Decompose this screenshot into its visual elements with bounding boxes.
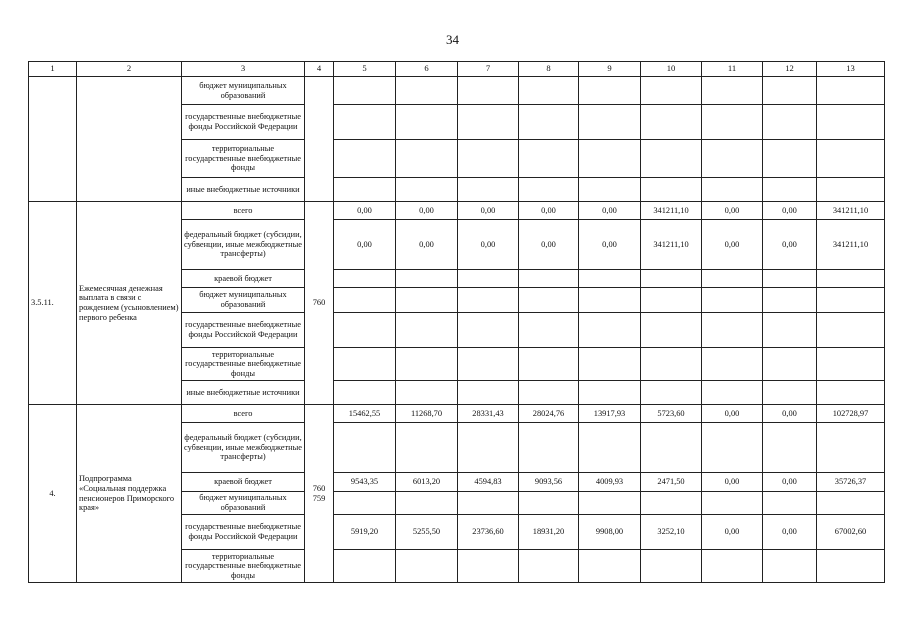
header-row (29, 62, 885, 77)
value-cell: 28331,43 (458, 405, 519, 423)
value-cell: 0,00 (763, 473, 817, 492)
header-cell: 9 (579, 62, 641, 77)
value-cell: 0,00 (458, 202, 519, 220)
value-cell: 35726,37 (817, 473, 885, 492)
value-cell: 23736,60 (458, 515, 519, 550)
header-cell: 4 (305, 62, 334, 77)
page-number: 34 (446, 32, 459, 47)
source-cell: иные внебюджетные источники (182, 381, 305, 405)
value-cell: 0,00 (334, 220, 396, 270)
header-cell: 2 (77, 62, 182, 77)
source-cell: иные внебюджетные источники (182, 178, 305, 202)
value-cell: 3252,10 (641, 515, 702, 550)
header-cell: 13 (817, 62, 885, 77)
source-cell: территориальные государственные внебюджетные фонды (182, 550, 305, 583)
source-cell: всего (182, 202, 305, 220)
table-row (29, 202, 885, 220)
budget-table (28, 61, 885, 583)
code-cell: 4. (29, 405, 77, 583)
code-cell (29, 77, 77, 202)
value-cell: 0,00 (702, 220, 763, 270)
value-cell: 0,00 (702, 202, 763, 220)
value-cell: 0,00 (702, 405, 763, 423)
value-cell: 15462,55 (334, 405, 396, 423)
value-cell: 11268,70 (396, 405, 458, 423)
value-cell: 0,00 (458, 220, 519, 270)
source-cell: федеральный бюджет (субсидии, субвенции, иные межбюджетные трансферты) (182, 423, 305, 473)
code-760: 760 (312, 483, 326, 493)
value-cell: 0,00 (519, 220, 579, 270)
value-cell: 0,00 (396, 202, 458, 220)
source-cell: государственные внебюджетные фонды Российской Федерации (182, 515, 305, 550)
value-cell: 341211,10 (641, 220, 702, 270)
value-cell: 9093,56 (519, 473, 579, 492)
header-cell: 5 (334, 62, 396, 77)
value-cell: 0,00 (702, 515, 763, 550)
value-cell: 0,00 (763, 515, 817, 550)
value-cell: 4009,93 (579, 473, 641, 492)
code-cell: 3.5.11. (29, 202, 77, 405)
header-cell: 10 (641, 62, 702, 77)
source-cell: территориальные государственные внебюджетные фонды (182, 140, 305, 178)
value-cell: 341211,10 (817, 220, 885, 270)
value-cell: 0,00 (763, 202, 817, 220)
source-cell: бюджет муниципальных образований (182, 288, 305, 313)
value-cell: 18931,20 (519, 515, 579, 550)
value-cell: 0,00 (579, 202, 641, 220)
value-cell: 13917,93 (579, 405, 641, 423)
value-cell: 9543,35 (334, 473, 396, 492)
value-cell: 0,00 (763, 405, 817, 423)
value-cell: 341211,10 (641, 202, 702, 220)
value-cell: 341211,10 (817, 202, 885, 220)
header-cell: 1 (29, 62, 77, 77)
value-cell: 5723,60 (641, 405, 702, 423)
source-cell: федеральный бюджет (субсидии, субвенции, иные межбюджетные трансферты) (182, 220, 305, 270)
name-cell: Подпрограмма «Социальная поддержка пенсионеров Приморского края» (77, 405, 182, 583)
value-cell: 28024,76 (519, 405, 579, 423)
value-cell: 0,00 (702, 473, 763, 492)
source-cell: всего (182, 405, 305, 423)
value-cell: 5919,20 (334, 515, 396, 550)
header-cell: 8 (519, 62, 579, 77)
name-cell: Ежемесячная денежная выплата в связи с рождением (усыновлением) первого ребенка (77, 202, 182, 405)
source-cell: территориальные государственные внебюджетные фонды (182, 348, 305, 381)
value-cell: 0,00 (763, 220, 817, 270)
header-cell: 3 (182, 62, 305, 77)
value-cell: 67002,60 (817, 515, 885, 550)
value-cell: 2471,50 (641, 473, 702, 492)
table-row (29, 77, 885, 105)
value-cell: 102728,97 (817, 405, 885, 423)
header-cell: 7 (458, 62, 519, 77)
table-row (29, 405, 885, 423)
source-cell: бюджет муниципальных образований (182, 77, 305, 105)
name-cell (77, 77, 182, 202)
value-cell: 4594,83 (458, 473, 519, 492)
column-4-cell (305, 405, 334, 583)
value-cell: 0,00 (334, 202, 396, 220)
value-cell: 0,00 (396, 220, 458, 270)
source-cell: государственные внебюджетные фонды Российской Федерации (182, 313, 305, 348)
code-759: 759 (312, 493, 326, 503)
header-cell: 6 (396, 62, 458, 77)
column-4-cell: 760 (305, 202, 334, 405)
source-cell: бюджет муниципальных образований (182, 492, 305, 515)
value-cell: 6013,20 (396, 473, 458, 492)
value-cell: 9908,00 (579, 515, 641, 550)
source-cell: государственные внебюджетные фонды Российской Федерации (182, 105, 305, 140)
header-cell: 12 (763, 62, 817, 77)
column-4-cell (305, 77, 334, 202)
source-cell: краевой бюджет (182, 473, 305, 492)
value-cell: 0,00 (579, 220, 641, 270)
source-cell: краевой бюджет (182, 270, 305, 288)
header-cell: 11 (702, 62, 763, 77)
value-cell: 0,00 (519, 202, 579, 220)
value-cell: 5255,50 (396, 515, 458, 550)
